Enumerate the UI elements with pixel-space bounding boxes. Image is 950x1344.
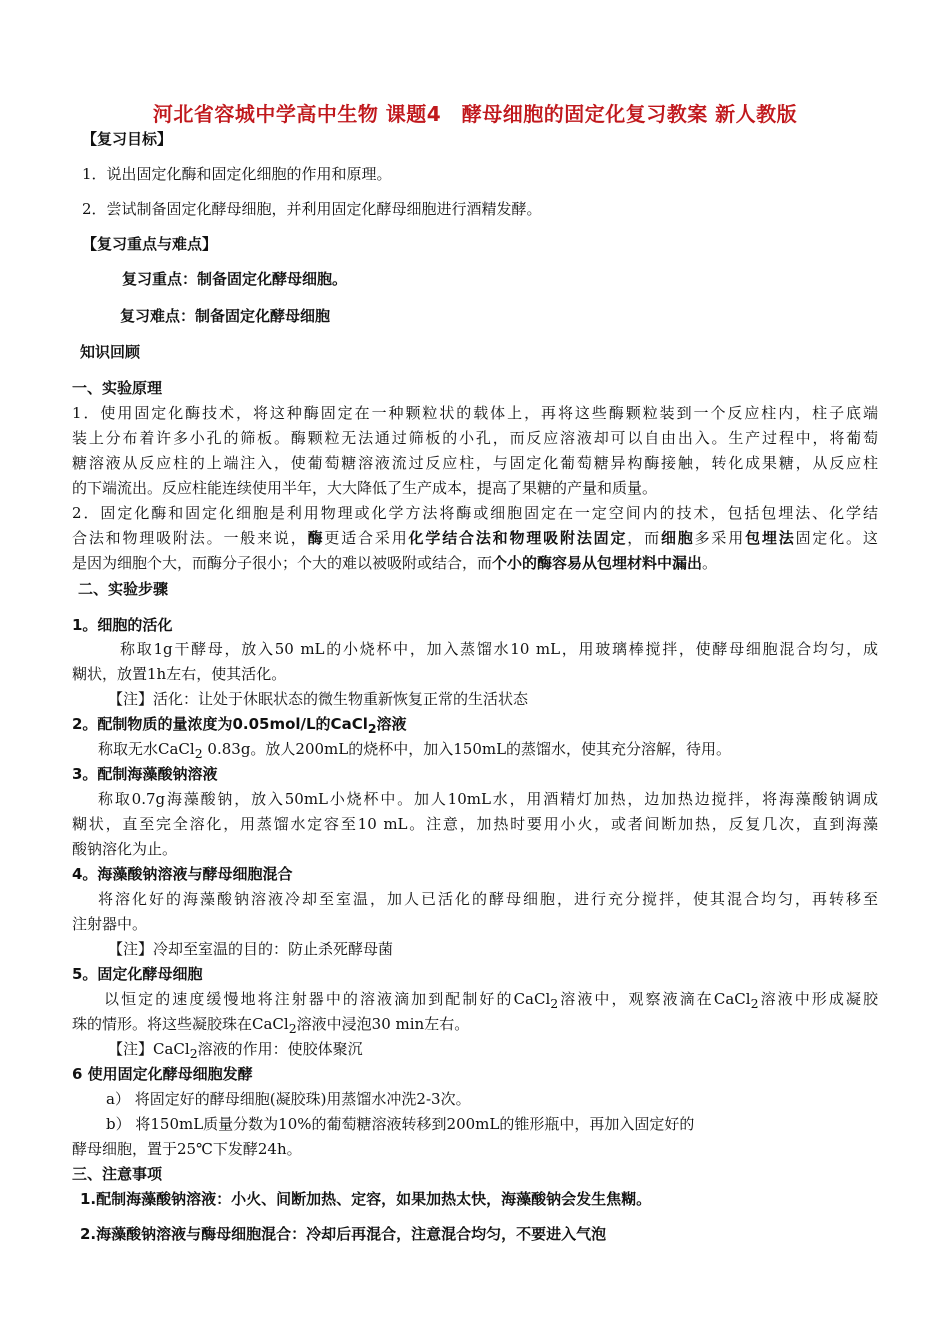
section3-heading: 三、注意事项 xyxy=(72,1165,163,1183)
section1-p2-line2: 合法和物理吸附法。一般来说，酶更适合采用化学结合法和物理吸附法固定，而细胞多采用包埋法固定化。这 xyxy=(72,529,878,547)
step6-title: 6 使用固定化酵母细胞发酵 xyxy=(72,1065,253,1083)
step2-text: 称取无水CaCl$_2$ 0.83g。放人200mL的烧杯中，加入150mL的蒸馏水，使其充分溶解，待用。 xyxy=(98,740,732,761)
document-title: 河北省容城中学高中生物 课题4 酵母细胞的固定化复习教案 新人教版 xyxy=(152,102,798,126)
step4-text-line1: 将溶化好的海藻酸钠溶液冷却至室温，加人已活化的酵母细胞，进行充分搅拌，使其混合均匀，再转移至 xyxy=(98,890,878,908)
step1-text-line2: 糊状，放置1h左右，使其活化。 xyxy=(72,665,287,683)
precaution-1: 1.配制海藻酸钠溶液：小火、间断加热、定容，如果加热太快，海藻酸钠会发生焦糊。 xyxy=(80,1190,652,1208)
key-points-heading: 【复习重点与难点】 xyxy=(82,235,218,253)
review-goal-1: 1．说出固定化酶和固定化细胞的作用和原理。 xyxy=(82,165,392,183)
knowledge-review-heading: 知识回顾 xyxy=(80,343,141,361)
step4-text-line2: 注射器中。 xyxy=(72,915,148,933)
step2-title: 2。配制物质的量浓度为0.05mol/L的CaCl$_2$溶液 xyxy=(72,715,407,736)
section1-p2-line3: 是因为细胞个大，而酶分子很小；个大的难以被吸附或结合，而个小的酶容易从包埋材料中漏出。 xyxy=(72,554,718,572)
step3-title: 3。配制海藻酸钠溶液 xyxy=(72,765,218,783)
step5-note: 【注】CaCl$_2$溶液的作用：使胶体聚沉 xyxy=(108,1040,363,1061)
section2-heading: 二、实验步骤 xyxy=(78,580,169,598)
section1-p1-line1: 1．使用固定化酶技术，将这种酶固定在一种颗粒状的载体上，再将这些酶颗粒装到一个反应柱内，柱子底端 xyxy=(72,404,878,422)
step3-text-line3: 酸钠溶化为止。 xyxy=(72,840,178,858)
step1-text-line1: 称取1g干酵母，放入50 mL的小烧杯中，加入蒸馏水10 mL，用玻璃棒搅拌，使酵母细胞混合均匀，成 xyxy=(120,640,878,658)
review-goal-2: 2．尝试制备固定化酵母细胞，并利用固定化酵母细胞进行酒精发酵。 xyxy=(82,200,542,218)
step6-item-b: b） 将150mL质量分数为10%的葡萄糖溶液转移到200mL的锥形瓶中，再加入固定好的 xyxy=(106,1115,695,1133)
section1-p1-line4: 的下端流出。反应柱能连续使用半年，大大降低了生产成本，提高了果糖的产量和质量。 xyxy=(72,479,658,497)
section1-heading: 一、实验原理 xyxy=(72,379,163,397)
step5-text-line1: 以恒定的速度缓慢地将注射器中的溶液滴加到配制好的CaCl$_2$溶液中，观察液滴在CaCl$_2$溶液中形成凝胶 xyxy=(104,990,878,1011)
section1-p2-line1: 2．固定化酶和固定化细胞是利用物理或化学方法将酶或细胞固定在一定空间内的技术，包括包埋法、化学结 xyxy=(72,504,878,522)
step6-item-a: a） 将固定好的酵母细胞(凝胶珠)用蒸馏水冲洗2-3次。 xyxy=(106,1090,471,1108)
section1-p1-line3: 糖溶液从反应柱的上端注入，使葡萄糖溶液流过反应柱，与固定化葡萄糖异构酶接触，转化成果糖，从反应柱 xyxy=(72,454,878,472)
step5-title: 5。固定化酵母细胞 xyxy=(72,965,203,983)
step1-note: 【注】活化：让处于休眠状态的微生物重新恢复正常的生活状态 xyxy=(108,690,529,708)
step6-item-c: 酵母细胞，置于25℃下发酵24h。 xyxy=(72,1140,302,1158)
section1-p1-line2: 装上分布着许多小孔的筛板。酶颗粒无法通过筛板的小孔，而反应溶液却可以自由出入。生产过程中，将葡萄 xyxy=(72,429,878,447)
review-goals-heading: 【复习目标】 xyxy=(82,130,173,148)
key-point-difficulty: 复习难点：制备固定化酵母细胞 xyxy=(120,307,331,325)
step3-text-line2: 糊状，直至完全溶化，用蒸馏水定容至10 mL。注意，加热时要用小火，或者间断加热，反复几次，直到海藻 xyxy=(72,815,878,833)
step1-title: 1。细胞的活化 xyxy=(72,616,173,634)
key-point-focus: 复习重点：制备固定化酵母细胞。 xyxy=(122,270,348,288)
step3-text-line1: 称取0.7g海藻酸钠，放入50mL小烧杯中。加人10mL水，用酒精灯加热，边加热边搅拌，将海藻酸钠调成 xyxy=(98,790,878,808)
step5-text-line2: 珠的情形。将这些凝胶珠在CaCl$_2$溶液中浸泡30 min左右。 xyxy=(72,1015,470,1036)
step4-title: 4。海藻酸钠溶液与酵母细胞混合 xyxy=(72,865,293,883)
step4-note: 【注】冷却至室温的目的：防止杀死酵母菌 xyxy=(108,940,394,958)
precaution-2: 2.海藻酸钠溶液与酶母细胞混合：冷却后再混合，注意混合均匀，不要进入气泡 xyxy=(80,1225,607,1243)
